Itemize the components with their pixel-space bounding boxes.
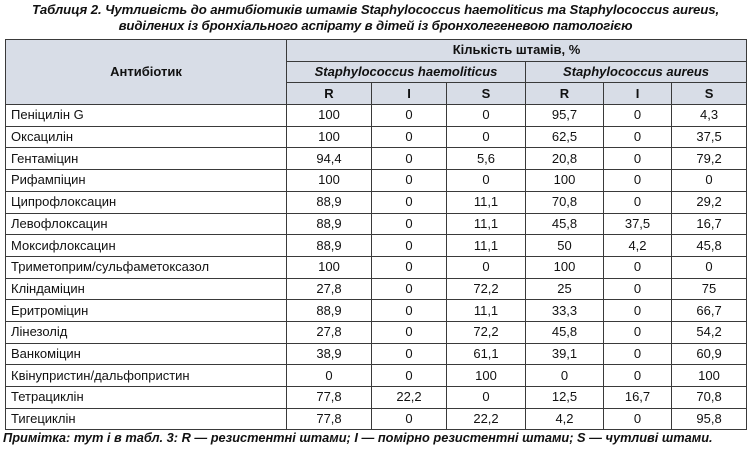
antibiotic-name-cell: Квінупристин/дальфопристин [6, 365, 287, 387]
value-cell: 0 [447, 170, 526, 192]
value-cell: 0 [604, 191, 672, 213]
strain-count-header: Кількість штамів, % [287, 40, 747, 62]
antibiotic-name-cell: Оксацилін [6, 126, 287, 148]
value-cell: 11,1 [447, 213, 526, 235]
value-cell: 0 [372, 256, 447, 278]
antibiotic-name-cell: Моксифлоксацин [6, 235, 287, 257]
value-cell: 16,7 [672, 213, 747, 235]
value-cell: 0 [604, 343, 672, 365]
value-cell: 100 [526, 170, 604, 192]
value-cell: 0 [372, 148, 447, 170]
value-cell: 37,5 [604, 213, 672, 235]
caption-line-1: Таблиця 2. Чутливість до антибіотиків штамів Staphylococcus haemoliticus та Staphylococcus aureus, [31, 2, 720, 17]
value-cell: 75 [672, 278, 747, 300]
table-row [6, 191, 747, 213]
value-cell: 100 [672, 365, 747, 387]
value-cell: 4,2 [526, 408, 604, 430]
i-header: I [372, 83, 447, 105]
value-cell: 88,9 [287, 191, 372, 213]
caption-line-2: виділених із бронхіального аспірату в дітей із бронхолегеневою патологією [118, 18, 633, 33]
table-row [6, 235, 747, 257]
value-cell: 45,8 [526, 321, 604, 343]
table-row [6, 105, 747, 127]
value-cell: 54,2 [672, 321, 747, 343]
value-cell: 0 [447, 256, 526, 278]
value-cell: 0 [447, 126, 526, 148]
value-cell: 20,8 [526, 148, 604, 170]
value-cell: 0 [372, 365, 447, 387]
value-cell: 88,9 [287, 235, 372, 257]
value-cell: 94,4 [287, 148, 372, 170]
s-header: S [447, 83, 526, 105]
value-cell: 29,2 [672, 191, 747, 213]
value-cell: 50 [526, 235, 604, 257]
antibiotic-name-cell: Кліндаміцин [6, 278, 287, 300]
value-cell: 70,8 [672, 387, 747, 409]
antibiotic-name-cell: Гентаміцин [6, 148, 287, 170]
value-cell: 0 [447, 105, 526, 127]
value-cell: 5,6 [447, 148, 526, 170]
table-row [6, 365, 747, 387]
value-cell: 95,8 [672, 408, 747, 430]
value-cell: 0 [604, 126, 672, 148]
value-cell: 0 [604, 105, 672, 127]
value-cell: 11,1 [447, 300, 526, 322]
table-row [6, 126, 747, 148]
value-cell: 45,8 [526, 213, 604, 235]
species-haemoliticus-header: Staphylococcus haemoliticus [287, 61, 526, 83]
value-cell: 72,2 [447, 321, 526, 343]
value-cell: 100 [287, 105, 372, 127]
value-cell: 0 [372, 300, 447, 322]
table-row [6, 256, 747, 278]
value-cell: 77,8 [287, 408, 372, 430]
value-cell: 27,8 [287, 321, 372, 343]
value-cell: 0 [372, 105, 447, 127]
antibiotic-name-cell: Рифампіцин [6, 170, 287, 192]
value-cell: 25 [526, 278, 604, 300]
susceptibility-table [5, 39, 747, 430]
species-aureus-header: Staphylococcus aureus [526, 61, 747, 83]
r-header: R [526, 83, 604, 105]
antibiotic-name-cell: Левофлоксацин [6, 213, 287, 235]
value-cell: 0 [372, 321, 447, 343]
value-cell: 37,5 [672, 126, 747, 148]
table-body [6, 105, 747, 430]
value-cell: 0 [604, 148, 672, 170]
table-caption [0, 2, 751, 34]
value-cell: 0 [604, 278, 672, 300]
value-cell: 0 [604, 300, 672, 322]
table-row [6, 213, 747, 235]
table-row [6, 170, 747, 192]
antibiotic-name-cell: Тигециклін [6, 408, 287, 430]
value-cell: 61,1 [447, 343, 526, 365]
value-cell: 79,2 [672, 148, 747, 170]
value-cell: 4,3 [672, 105, 747, 127]
value-cell: 0 [604, 170, 672, 192]
value-cell: 70,8 [526, 191, 604, 213]
value-cell: 11,1 [447, 235, 526, 257]
antibiotic-name-cell: Пеніцилін G [6, 105, 287, 127]
value-cell: 0 [372, 213, 447, 235]
value-cell: 0 [372, 126, 447, 148]
value-cell: 62,5 [526, 126, 604, 148]
value-cell: 88,9 [287, 213, 372, 235]
antibiotic-name-cell: Триметоприм/сульфаметоксазол [6, 256, 287, 278]
table-row [6, 343, 747, 365]
table-row [6, 300, 747, 322]
antibiotic-name-cell: Еритроміцин [6, 300, 287, 322]
value-cell: 0 [372, 278, 447, 300]
value-cell: 100 [287, 170, 372, 192]
value-cell: 38,9 [287, 343, 372, 365]
value-cell: 22,2 [447, 408, 526, 430]
value-cell: 0 [372, 408, 447, 430]
value-cell: 100 [526, 256, 604, 278]
value-cell: 0 [372, 343, 447, 365]
value-cell: 0 [672, 256, 747, 278]
value-cell: 100 [287, 126, 372, 148]
value-cell: 0 [604, 408, 672, 430]
value-cell: 0 [526, 365, 604, 387]
value-cell: 95,7 [526, 105, 604, 127]
value-cell: 45,8 [672, 235, 747, 257]
value-cell: 77,8 [287, 387, 372, 409]
value-cell: 100 [447, 365, 526, 387]
value-cell: 66,7 [672, 300, 747, 322]
value-cell: 12,5 [526, 387, 604, 409]
antibiotic-name-cell: Ципрофлоксацин [6, 191, 287, 213]
value-cell: 0 [672, 170, 747, 192]
antibiotic-name-cell: Тетрациклін [6, 387, 287, 409]
table-row [6, 387, 747, 409]
value-cell: 0 [372, 170, 447, 192]
value-cell: 4,2 [604, 235, 672, 257]
value-cell: 0 [604, 321, 672, 343]
s-header: S [672, 83, 747, 105]
antibiotic-name-cell: Лінезолід [6, 321, 287, 343]
value-cell: 11,1 [447, 191, 526, 213]
antibiotic-header: Антибіотик [6, 40, 287, 105]
value-cell: 0 [604, 365, 672, 387]
value-cell: 0 [287, 365, 372, 387]
value-cell: 60,9 [672, 343, 747, 365]
table-row [6, 278, 747, 300]
value-cell: 0 [447, 387, 526, 409]
value-cell: 39,1 [526, 343, 604, 365]
value-cell: 72,2 [447, 278, 526, 300]
value-cell: 33,3 [526, 300, 604, 322]
table-row [6, 148, 747, 170]
value-cell: 27,8 [287, 278, 372, 300]
value-cell: 22,2 [372, 387, 447, 409]
antibiotic-name-cell: Ванкоміцин [6, 343, 287, 365]
value-cell: 0 [372, 235, 447, 257]
i-header: I [604, 83, 672, 105]
value-cell: 100 [287, 256, 372, 278]
table-row [6, 321, 747, 343]
r-header: R [287, 83, 372, 105]
value-cell: 0 [604, 256, 672, 278]
table-row [6, 408, 747, 430]
table-note: Примітка: тут і в табл. 3: R — резистентні штами; I — помірно резистентні штами; S — чутливі штами. [3, 430, 713, 445]
value-cell: 16,7 [604, 387, 672, 409]
value-cell: 88,9 [287, 300, 372, 322]
value-cell: 0 [372, 191, 447, 213]
